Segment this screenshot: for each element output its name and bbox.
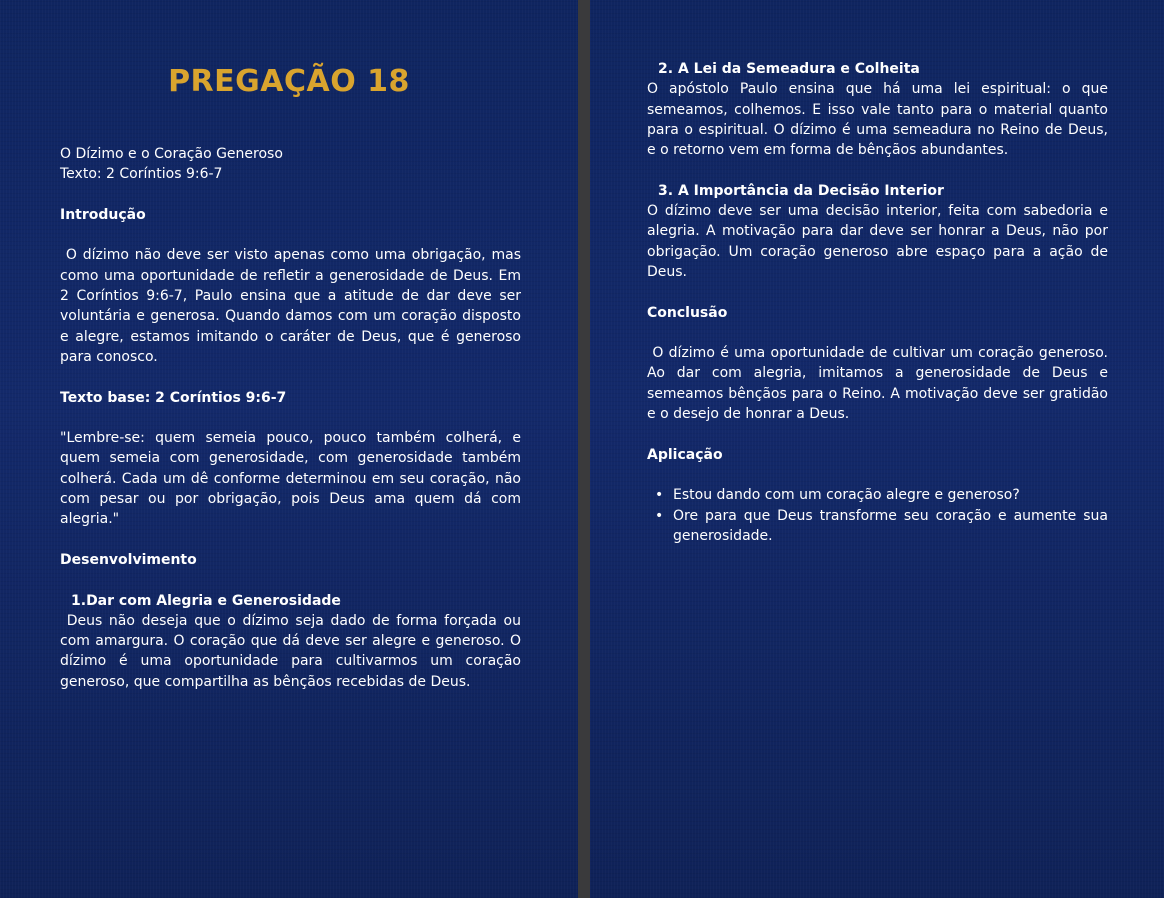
point-1-title: Dar com Alegria e Generosidade [86,592,341,609]
page-title: PREGAÇÃO 18 [168,64,410,99]
point-3-title: A Importância da Decisão Interior [677,182,944,199]
point-2-heading [647,59,1108,79]
right-page-body [647,59,1113,546]
application-heading: Aplicação [647,446,723,463]
point-1-paragraph: Deus não deseja que o dízimo seja dado de forma forçada ou com amargura. O coração que dá deve ser alegre e generoso. O dízimo é uma oportunidade para cultivarmos um coração generoso, que compartilha as bênçãos recebidas de Deus. [60,612,526,690]
right-page [590,0,1164,898]
point-3-heading [647,181,1108,201]
conclusion-heading: Conclusão [647,304,728,321]
point-1-heading [60,591,521,611]
sermon-subtitle: O Dízimo e o Coração Generoso [60,146,283,162]
intro-paragraph: O dízimo não deve ser visto apenas como uma obrigação, mas como uma oportunidade de refletir a generosidade de Deus. Em 2 Coríntios 9:6-7, Paulo ensina que a atitude de dar deve ser voluntária e generosa. Quando damos com um coração disposto e alegre, estamos imitando o caráter de Deus, que é generoso para conosco. [60,247,526,365]
left-page-body [60,144,526,692]
application-list [647,485,1108,546]
development-heading: Desenvolvimento [60,551,197,568]
scripture-reference: Texto: 2 Coríntios 9:6-7 [60,166,223,183]
point-2-number: 2. [658,61,674,77]
point-3-number: 3. [658,182,674,199]
point-1-number: 1. [71,592,87,609]
point-2-paragraph: O apóstolo Paulo ensina que há uma lei espiritual: o que semeamos, colhemos. E isso vale tanto para o material quanto para o espiritual. O dízimo é uma semeadura no Reino de Deus, e o retorno vem em forma de bênçãos abundantes. [647,81,1108,159]
point-2-title: A Lei da Semeadura e Colheita [677,61,920,77]
base-text-quote: "Lembre-se: quem semeia pouco, pouco também colherá, e quem semeia com generosidade, com generosidade também colherá. Cada um dê conforme determinou em seu coração, não com pesar ou por obrigação, pois Deus ama quem dá com alegria." [60,430,521,528]
application-item: • Ore para que Deus transforme seu coração e aumente sua generosidade. [655,507,1108,544]
left-page [0,0,578,898]
bullet-icon: • [655,487,664,504]
point-3-paragraph: O dízimo deve ser uma decisão interior, feita com sabedoria e alegria. A motivação para dar deve ser honrar a Deus, não por obrigação. Um coração generoso abre espaço para a ação de Deus. [647,203,1108,280]
intro-heading: Introdução [60,206,146,223]
bullet-icon: • [655,507,664,524]
conclusion-paragraph: O dízimo é uma oportunidade de cultivar um coração generoso. Ao dar com alegria, imitamos a generosidade de Deus e semeamos bênçãos para o Reino. A motivação deve ser gratidão e o desejo de honrar a Deus. [647,345,1113,423]
base-text-heading: Texto base: 2 Coríntios 9:6-7 [60,389,287,406]
application-item: • Estou dando com um coração alegre e generoso? [647,485,1108,505]
